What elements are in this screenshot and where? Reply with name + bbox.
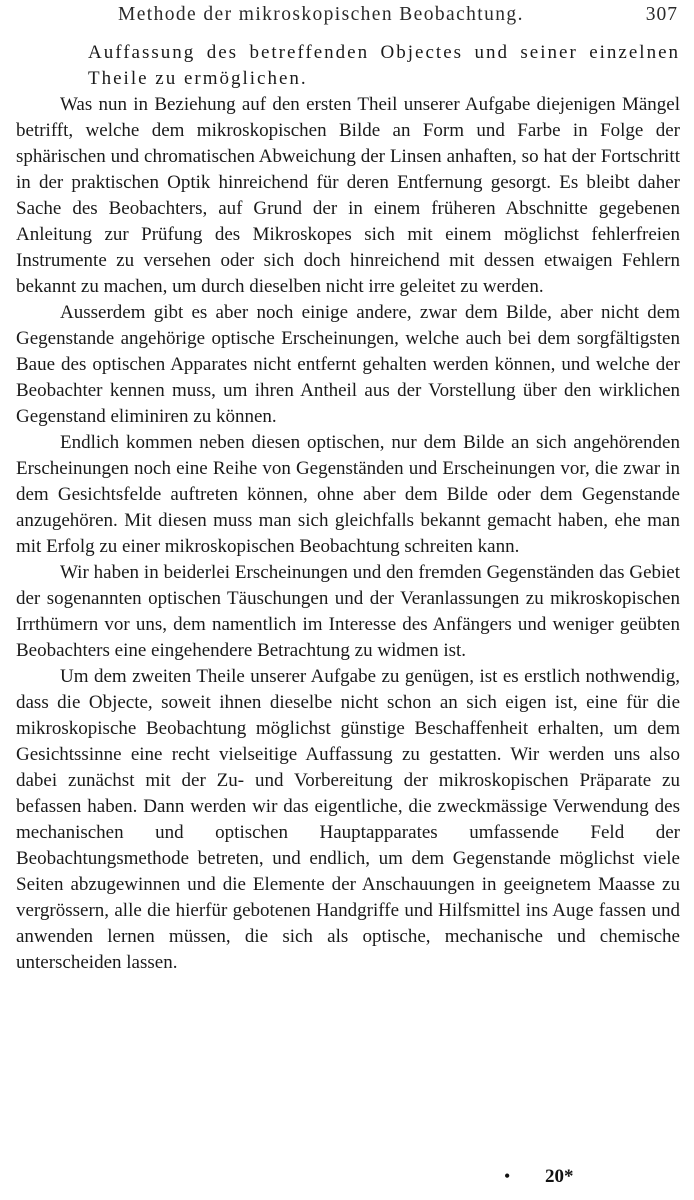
page-number: 307 [645,4,678,25]
printer-signature: 20* [545,1166,574,1187]
paragraph: Ausserdem gibt es aber noch einige andere, zwar dem Bilde, aber nicht dem Gegenstande angehörige optische Erscheinungen, welche auch bei dem sorgfältigsten Baue des optischen Apparates nicht entfernt gehalten werden können, und welche der Beobachter kennen muss, um ihren Antheil aus der Vorstellung über den wirklichen Gegenstand eliminiren zu können. [16,302,680,427]
paragraph: Endlich kommen neben diesen optischen, nur dem Bilde an sich angehörenden Erscheinungen noch eine Reihe von Gegenständen und Erscheinungen vor, die zwar in dem Gesichtsfelde auftreten können, ohne aber dem Bilde oder dem Gegenstande anzugehören. Mit diesen muss man sich gleichfalls bekannt gemacht haben, ehe man mit Erfolg zu einer mikroskopischen Beobachtung schreiten kann. [16,432,680,557]
paragraph-continuation: Auffassung des betreffenden Objectes und seiner einzelnen Theile zu ermöglichen. [88,42,680,89]
footer-dot: • [504,1166,511,1186]
body-text [16,40,680,976]
paragraph: Um dem zweiten Theile unserer Aufgabe zu genügen, ist es erstlich nothwendig, dass die Objecte, soweit ihnen dieselbe nicht schon an sich eigen ist, eine für die mikroskopische Beobachtung möglichst günstige Beschaffenheit erhalten, um dem Gesichtssinne eine recht vielseitige Auffassung zu gestatten. Wir werden uns also dabei zunächst mit der Zu- und Vorbereitung der mikroskopischen Präparate zu befassen haben. Dann werden wir das eigentliche, die zweckmässige Verwendung des mechanischen und optischen Hauptapparates umfassende Feld der Beobachtungsmethode betreten, und endlich, um dem Gegenstande möglichst viele Seiten abzugewinnen und die Elemente der Anschauungen in geeignetem Maasse zu vergrössern, alle die hierfür gebotenen Handgriffe und Hilfsmittel ins Auge fassen und anwenden lernen müssen, die sich als optische, mechanische und chemische unterscheiden lassen. [16,666,680,973]
page-header [0,0,694,32]
running-title: Methode der mikroskopischen Beobachtung. [118,4,524,25]
paragraph: Wir haben in beiderlei Erscheinungen und den fremden Gegenständen das Gebiet der sogenannten optischen Täuschungen und der Veranlassungen zu mikroskopischen Irrthümern vor uns, dem namentlich im Interesse des Anfängers und weniger geübten Beobachters eine eingehendere Betrachtung zu widmen ist. [16,562,680,661]
paragraph: Was nun in Beziehung auf den ersten Theil unserer Aufgabe diejenigen Mängel betrifft, welche dem mikroskopischen Bilde an Form und Farbe in Folge der sphärischen und chromatischen Abweichung der Linsen anhaften, so hat der Fortschritt in der praktischen Optik hinreichend für deren Entfernung gesorgt. Es bleibt daher Sache des Beobachters, auf Grund der in einem früheren Abschnitte gegebenen Anleitung zur Prüfung des Mikroskopes sich mit einem möglichst fehlerfreien Instrumente zu versehen oder sich doch hinreichend mit dessen etwaigen Fehlern bekannt zu machen, um durch dieselben nicht irre geleitet zu werden. [16,94,680,297]
